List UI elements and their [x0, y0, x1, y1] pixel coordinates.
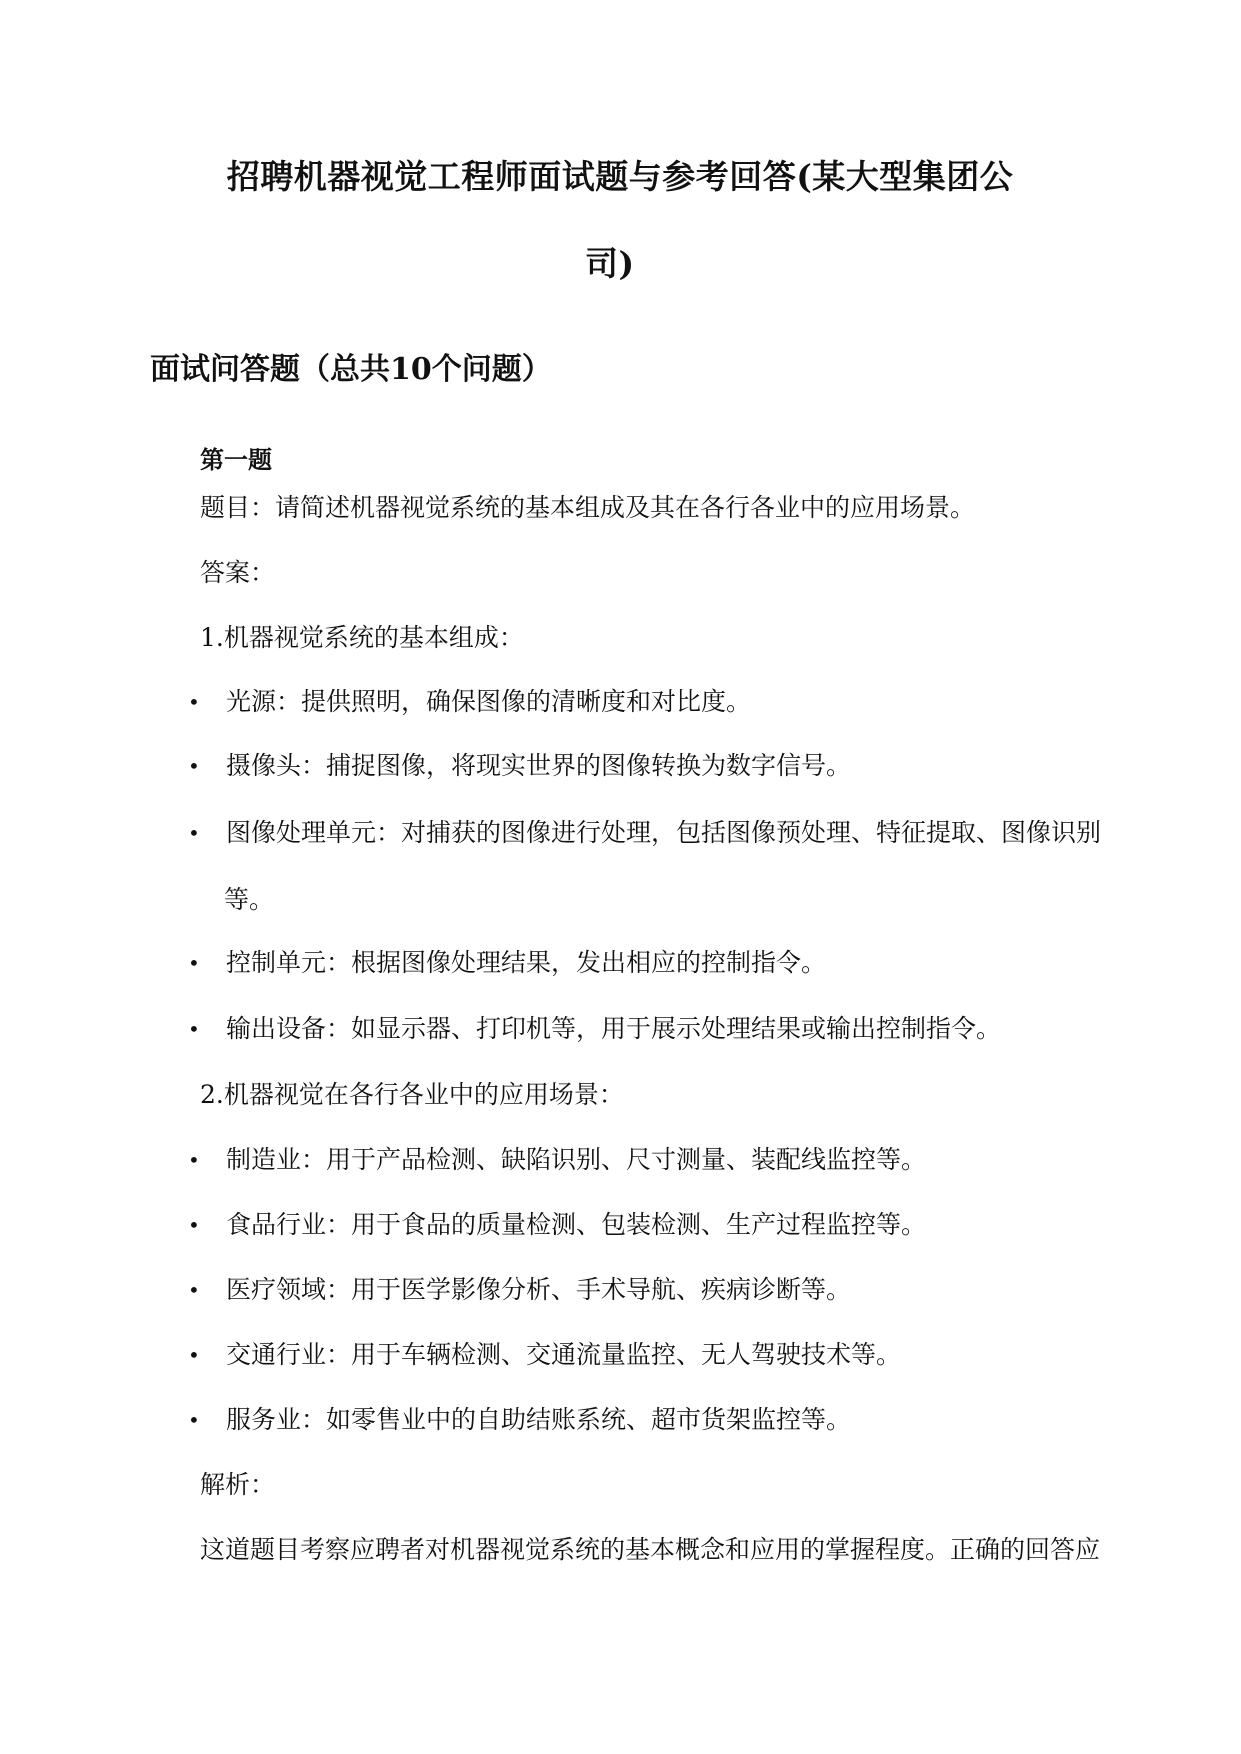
bullet-icon: • [188, 821, 200, 845]
list-item [186, 1210, 926, 1240]
list-item-text: 食品行业：用于食品的质量检测、包装检测、生产过程监控等。 [226, 1210, 927, 1239]
question-heading: 第一题 [200, 445, 272, 474]
bullet-icon: • [188, 1148, 200, 1172]
list-item [186, 948, 826, 978]
list-item [186, 1275, 851, 1305]
document-title-line-2: 司) [585, 244, 635, 283]
answer-label: 答案： [200, 558, 276, 587]
bullet-icon: • [188, 951, 200, 975]
bullet-icon: • [188, 1343, 200, 1367]
document-title-line-1: 招聘机器视觉工程师面试题与参考回答(某大型集团公 [226, 157, 1014, 196]
list-item-text: 制造业：用于产品检测、缺陷识别、尺寸测量、装配线监控等。 [226, 1145, 927, 1174]
list-item-text: 光源：提供照明，确保图像的清晰度和对比度。 [226, 687, 752, 716]
bullet-icon: • [188, 1278, 200, 1302]
part1-heading: 1.机器视觉系统的基本组成： [200, 623, 524, 652]
bullet-icon: • [188, 1017, 200, 1041]
list-item-text: 服务业：如零售业中的自助结账系统、超市货架监控等。 [226, 1405, 852, 1434]
list-item-text: 输出设备：如显示器、打印机等，用于展示处理结果或输出控制指令。 [226, 1014, 1002, 1043]
list-item [186, 1145, 926, 1175]
bullet-icon: • [188, 1408, 200, 1432]
list-item [186, 818, 1101, 848]
list-item-text: 摄像头：捕捉图像，将现实世界的图像转换为数字信号。 [226, 751, 852, 780]
bullet-icon: • [188, 754, 200, 778]
list-item-text: 图像处理单元：对捕获的图像进行处理，包括图像预处理、特征提取、图像识别 [226, 818, 1102, 847]
section-title: 面试问答题（总共10个问题） [150, 352, 552, 387]
list-item [186, 1340, 901, 1370]
list-item [186, 1014, 1001, 1044]
list-item-text: 医疗领域：用于医学影像分析、手术导航、疾病诊断等。 [226, 1275, 852, 1304]
list-item [186, 751, 851, 781]
part2-heading: 2.机器视觉在各行各业中的应用场景： [200, 1080, 624, 1109]
list-item [186, 1405, 851, 1435]
bullet-icon: • [188, 1213, 200, 1237]
question-prompt: 题目：请简述机器视觉系统的基本组成及其在各行各业中的应用场景。 [200, 493, 976, 522]
analysis-label: 解析： [200, 1470, 276, 1499]
analysis-text: 这道题目考察应聘者对机器视觉系统的基本概念和应用的掌握程度。正确的回答应 [200, 1535, 1101, 1564]
list-item [186, 687, 751, 717]
list-item-continuation: 等。 [224, 885, 275, 914]
bullet-icon: • [188, 690, 200, 714]
list-item-text: 交通行业：用于车辆检测、交通流量监控、无人驾驶技术等。 [226, 1340, 902, 1369]
list-item-text: 控制单元：根据图像处理结果，发出相应的控制指令。 [226, 948, 827, 977]
